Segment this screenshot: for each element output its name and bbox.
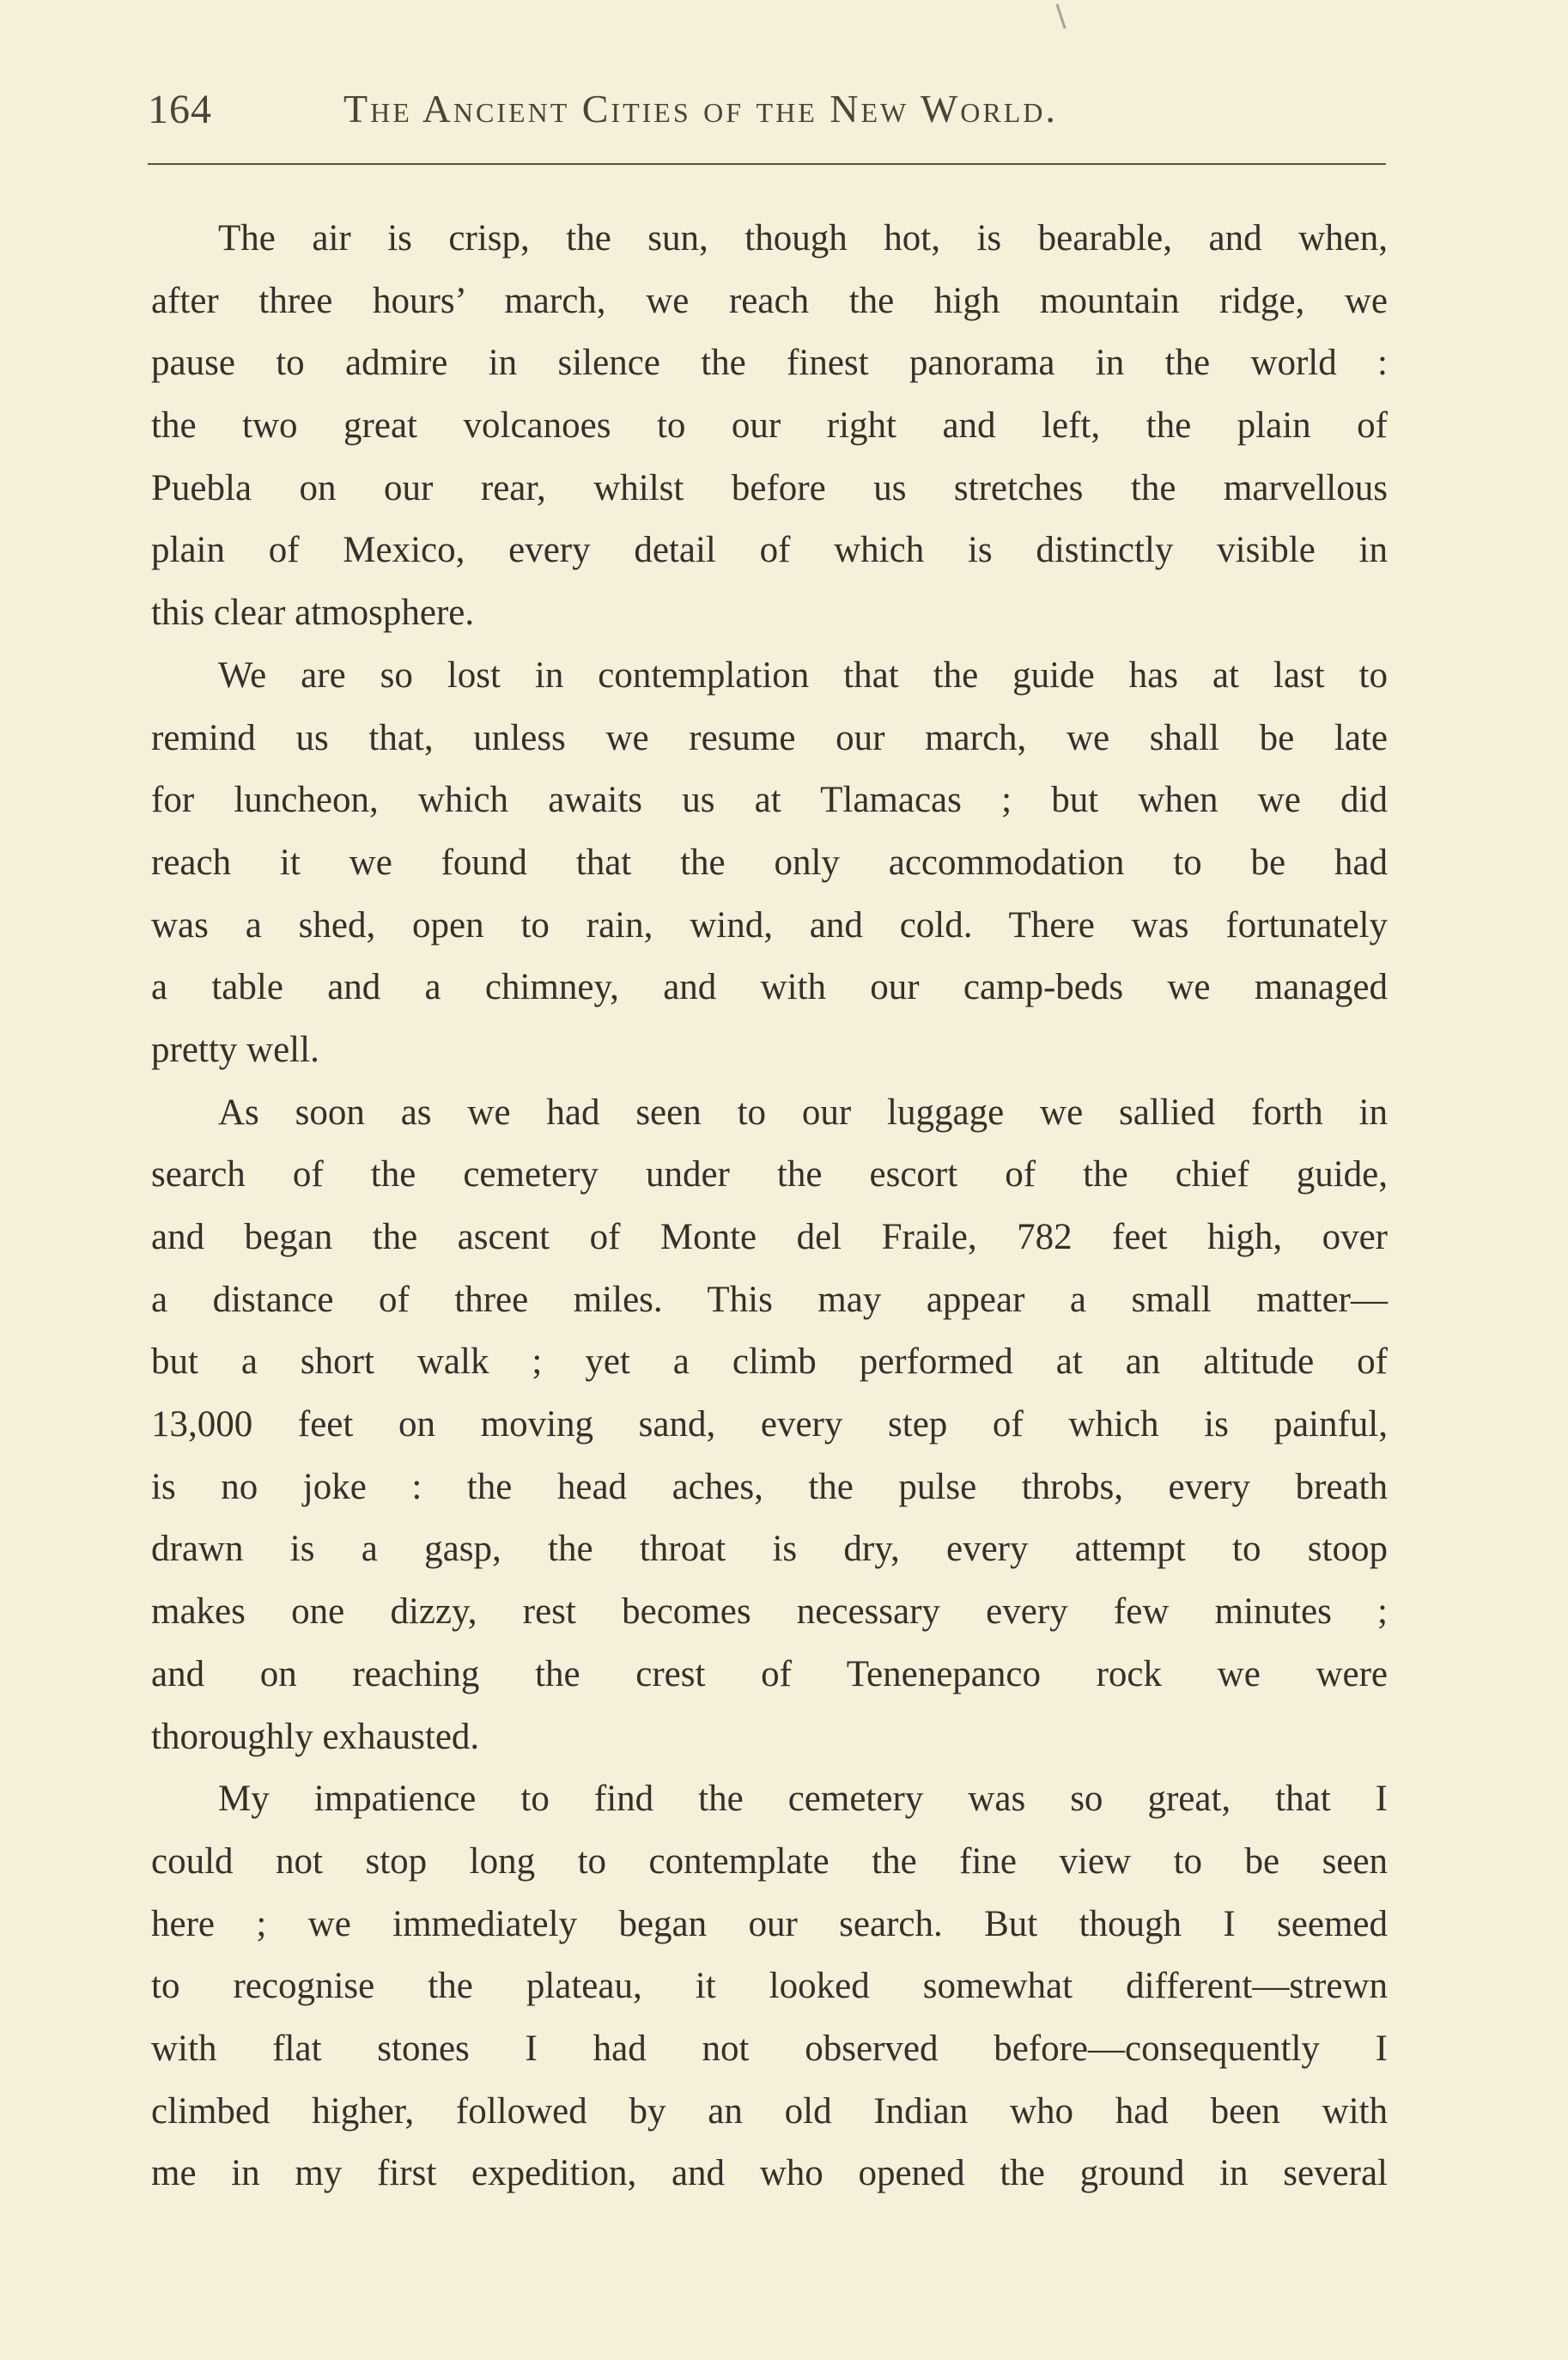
text-line: a table and a chimney, and with our camp-beds we managed <box>151 967 1388 1008</box>
text-line: We are so lost in contemplation that the guide has at last to <box>218 654 1388 696</box>
paragraph <box>151 1082 1388 1769</box>
text-line: pretty well. <box>151 1029 319 1070</box>
text-line: Puebla on our rear, whilst before us stretches the marvellous <box>151 467 1388 508</box>
body-text <box>151 208 1388 2205</box>
text-line: this clear atmosphere. <box>151 593 475 634</box>
text-line: but a short walk ; yet a climb performed at an altitude of <box>151 1341 1388 1383</box>
text-line: As soon as we had seen to our luggage we sallied forth in <box>218 1092 1388 1133</box>
text-line: here ; we immediately began our search. But though I seemed <box>151 1903 1388 1944</box>
text-line: could not stop long to contemplate the fine view to be seen <box>151 1840 1388 1882</box>
text-line: the two great volcanoes to our right and left, the plain of <box>151 405 1388 447</box>
header-rule <box>148 163 1386 165</box>
text-line: with flat stones I had not observed before—consequently I <box>151 2028 1388 2069</box>
stray-ink-mark <box>1055 3 1066 28</box>
text-line: plain of Mexico, every detail of which is distinctly visible in <box>151 530 1388 571</box>
text-line: is no joke : the head aches, the pulse throbs, every breath <box>151 1466 1388 1507</box>
text-line: 13,000 feet on moving sand, every step of which is painful, <box>151 1404 1388 1445</box>
paragraph <box>151 645 1388 1082</box>
paragraph <box>151 208 1388 645</box>
text-line: search of the cemetery under the escort of the chief guide, <box>151 1154 1388 1195</box>
text-line: was a shed, open to rain, wind, and cold. There was fortunately <box>151 904 1388 946</box>
running-head <box>148 79 1384 139</box>
text-line: and began the ascent of Monte del Fraile, 782 feet high, over <box>151 1217 1388 1257</box>
text-line: thoroughly exhausted. <box>151 1716 480 1757</box>
text-line: and on reaching the crest of Tenenepanco rock we were <box>151 1653 1388 1694</box>
text-line: after three hours’ march, we reach the high mountain ridge, we <box>151 280 1388 321</box>
text-line: to recognise the plateau, it looked somewhat different—strewn <box>151 1966 1388 2007</box>
text-line: My impatience to find the cemetery was so great, that I <box>218 1779 1388 1820</box>
text-line: remind us that, unless we resume our march, we shall be late <box>151 717 1388 758</box>
paragraph <box>151 1768 1388 2205</box>
text-line: makes one dizzy, rest becomes necessary every few minutes ; <box>151 1591 1388 1633</box>
text-line: a distance of three miles. This may appear a small matter— <box>151 1279 1388 1320</box>
text-line: The air is crisp, the sun, though hot, is bearable, and when, <box>218 218 1388 259</box>
text-line: reach it we found that the only accommodation to be had <box>151 842 1388 883</box>
text-line: for luncheon, which awaits us at Tlamacas ; but when we did <box>151 780 1388 821</box>
text-line: climbed higher, followed by an old Indian who had been with <box>151 2090 1388 2132</box>
text-line: drawn is a gasp, the throat is dry, every attempt to stoop <box>151 1529 1388 1570</box>
running-title: The Ancient Cities of the New World. <box>343 87 1058 131</box>
text-line: me in my first expedition, and who opened the ground in several <box>151 2153 1388 2194</box>
page-number: 164 <box>148 87 212 132</box>
text-line: pause to admire in silence the finest panorama in the world : <box>151 343 1388 384</box>
